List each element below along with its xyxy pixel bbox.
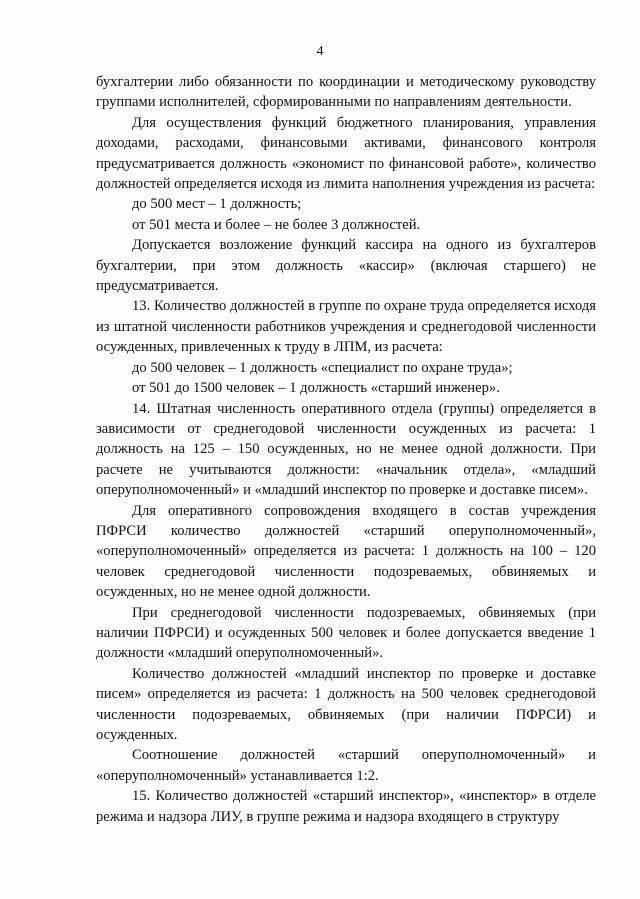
paragraph-6: Количество должностей «младший инспектор по проверке и доставке писем» определяется из расчета: 1 должность на 500 человек среднегодовой численности подозреваемых, обвиняемых (при наличии ПФРСИ) и осужденных.	[96, 665, 596, 743]
document-body	[96, 72, 596, 827]
list-item-2: от 501 места и более – не более 3 должностей.	[132, 216, 421, 233]
paragraph-14: 14. Штатная численность оперативного отдела (группы) определяется в зависимости от среднегодовой численности осужденных из расчета: 1 должность на 125 – 150 осужденных, но не менее одной должности. При расчете не учитываются должности: «начальник отдела», «младший оперуполномоченный» и «младший инспектор по проверке и доставке писем».	[96, 400, 596, 499]
page-number: 4	[316, 44, 324, 59]
paragraph-1: бухгалтерии либо обязанности по координации и методическому руководству группами исполнителей, сформированными по направлениям деятельности.	[96, 74, 596, 111]
paragraph-4: Для оперативного сопровождения входящего в состав учреждения ПФРСИ количество должностей «старший оперуполномоченный», «оперуполномоченный» определяется из расчета: 1 должность на 100 – 120 человек среднегодовой численности подозреваемых, обвиняемых и осужденных, но не менее одной должности.	[96, 502, 596, 601]
paragraph-15: 15. Количество должностей «старший инспектор», «инспектор» в отделе режима и надзора ЛИУ, в группе режима и надзора входящего в структуру	[96, 788, 596, 825]
list-item-4: от 501 до 1500 человек – 1 должность «старший инженер».	[132, 380, 500, 397]
paragraph-2: Для осуществления функций бюджетного планирования, управления доходами, расходами, финансовыми активами, финансового контроля предусматривается должность «экономист по финансовой работе», количество должностей определяется исходя из лимита наполнения учреждения из расчета:	[96, 114, 596, 193]
paragraph-13: 13. Количество должностей в группе по охране труда определяется исходя из штатной численности работников учреждения и среднегодовой численности осужденных, привлеченных к труду в ЛПМ, из расчета:	[96, 298, 596, 356]
list-item-1: до 500 мест – 1 должность;	[132, 196, 302, 213]
paragraph-5: При среднегодовой численности подозреваемых, обвиняемых (при наличии ПФРСИ) и осужденных 500 человек и более допускается введение 1 должности «младший оперуполномоченный».	[96, 604, 596, 662]
paragraph-7: Соотношение должностей «старший оперуполномоченный» и «оперуполномоченный» устанавливается 1:2.	[96, 747, 596, 784]
list-item-3: до 500 человек – 1 должность «специалист по охране труда»;	[132, 359, 513, 376]
paragraph-3: Допускается возложение функций кассира на одного из бухгалтеров бухгалтерии, при этом должность «кассир» (включая старшего) не предусматривается.	[96, 237, 596, 295]
